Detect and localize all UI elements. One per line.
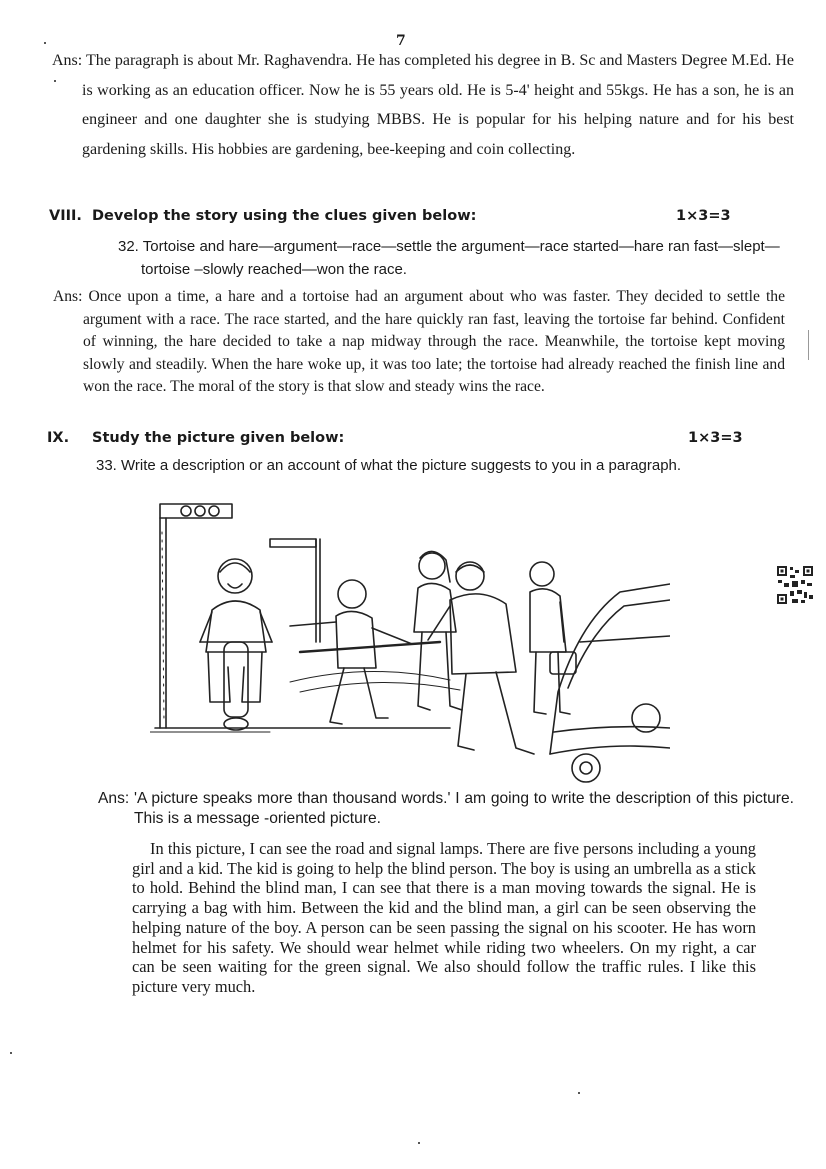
picture-answer-intro-text: 'A picture speaks more than thousand words.' I am going to write the description of this picture. This is a message -oriented picture.	[134, 790, 794, 827]
section-ix-title: Study the picture given below:	[92, 430, 345, 446]
question-32-text: 32. Tortoise and hare—argument—race—settle the argument—race started—hare ran fast—slept—tortoise –slowly reached—won the race.	[118, 238, 780, 278]
question-33: 33. Write a description or an account of what the picture suggests to you in a paragraph.	[96, 457, 682, 474]
profile-answer	[52, 46, 794, 164]
road	[150, 671, 460, 732]
scan-speck	[10, 1052, 12, 1054]
story-answer	[53, 286, 785, 399]
scan-speck	[44, 42, 46, 44]
picture-answer-intro	[98, 789, 794, 829]
scan-speck	[54, 80, 56, 82]
story-answer-label: Ans:	[53, 288, 83, 305]
picture-answer-label: Ans:	[98, 790, 130, 807]
section-viii-number: VIII.	[49, 208, 82, 224]
traffic-signal	[160, 504, 232, 728]
scooter-rider	[200, 559, 272, 730]
car	[550, 584, 670, 782]
qr-code-icon	[776, 565, 814, 605]
street-scene-illustration	[150, 492, 670, 784]
signal-lamp	[270, 539, 320, 642]
scan-speck	[418, 1142, 420, 1144]
blind-man	[428, 562, 534, 754]
scan-edge	[808, 330, 809, 360]
section-ix-marks: 1×3=3	[688, 430, 743, 446]
section-viii-title: Develop the story using the clues given below:	[92, 208, 477, 224]
scan-speck	[578, 1092, 580, 1094]
man-with-bag	[530, 562, 576, 714]
profile-answer-text: The paragraph is about Mr. Raghavendra. He has completed his degree in B. Sc and Masters Degree M.Ed. He is working as an education officer. Now he is 55 years old. He is 5-4' height and 55kgs. He has a son, he is an engineer and one daughter she is studying MBBS. He is popular for his helping nature and for his best gardening skills. His hobbies are gardening, bee-keeping and coin collecting.	[82, 52, 795, 158]
page-number: 7	[396, 33, 406, 49]
section-viii-marks: 1×3=3	[676, 208, 731, 224]
question-32	[118, 235, 781, 281]
story-answer-text: Once upon a time, a hare and a tortoise had an argument about who was faster. They decided to settle the argument with a race. The race started, and the hare quickly ran fast, leaving the tortoise far behind. Confident of winning, the hare decided to take a nap midway through the race. Meanwhile, the tortoise kept moving slowly and steadily. When the hare woke up, it was too late; the tortoise had already reached the finish line and won the race. The moral of the story is that slow and steady wins the race.	[83, 288, 785, 396]
picture-answer-body: In this picture, I can see the road and signal lamps. There are five persons including a young girl and a kid. The kid is going to help the blind person. The boy is using an umbrella as a stick to hold. Behind the blind man, I can see that there is a man moving towards the signal. He is carrying a bag with him. Between the kid and the blind man, a girl can be seen observing the helping nature of the boy. A person can be seen passing the signal on his scooter. He has worn helmet for his safety. We should wear helmet while riding two wheelers. On my right, a car can be seen waiting for the green signal. We also should follow the traffic rules. I like this picture very much.	[132, 839, 756, 996]
section-ix-number: IX.	[47, 430, 70, 446]
answer-label: Ans:	[52, 52, 83, 69]
